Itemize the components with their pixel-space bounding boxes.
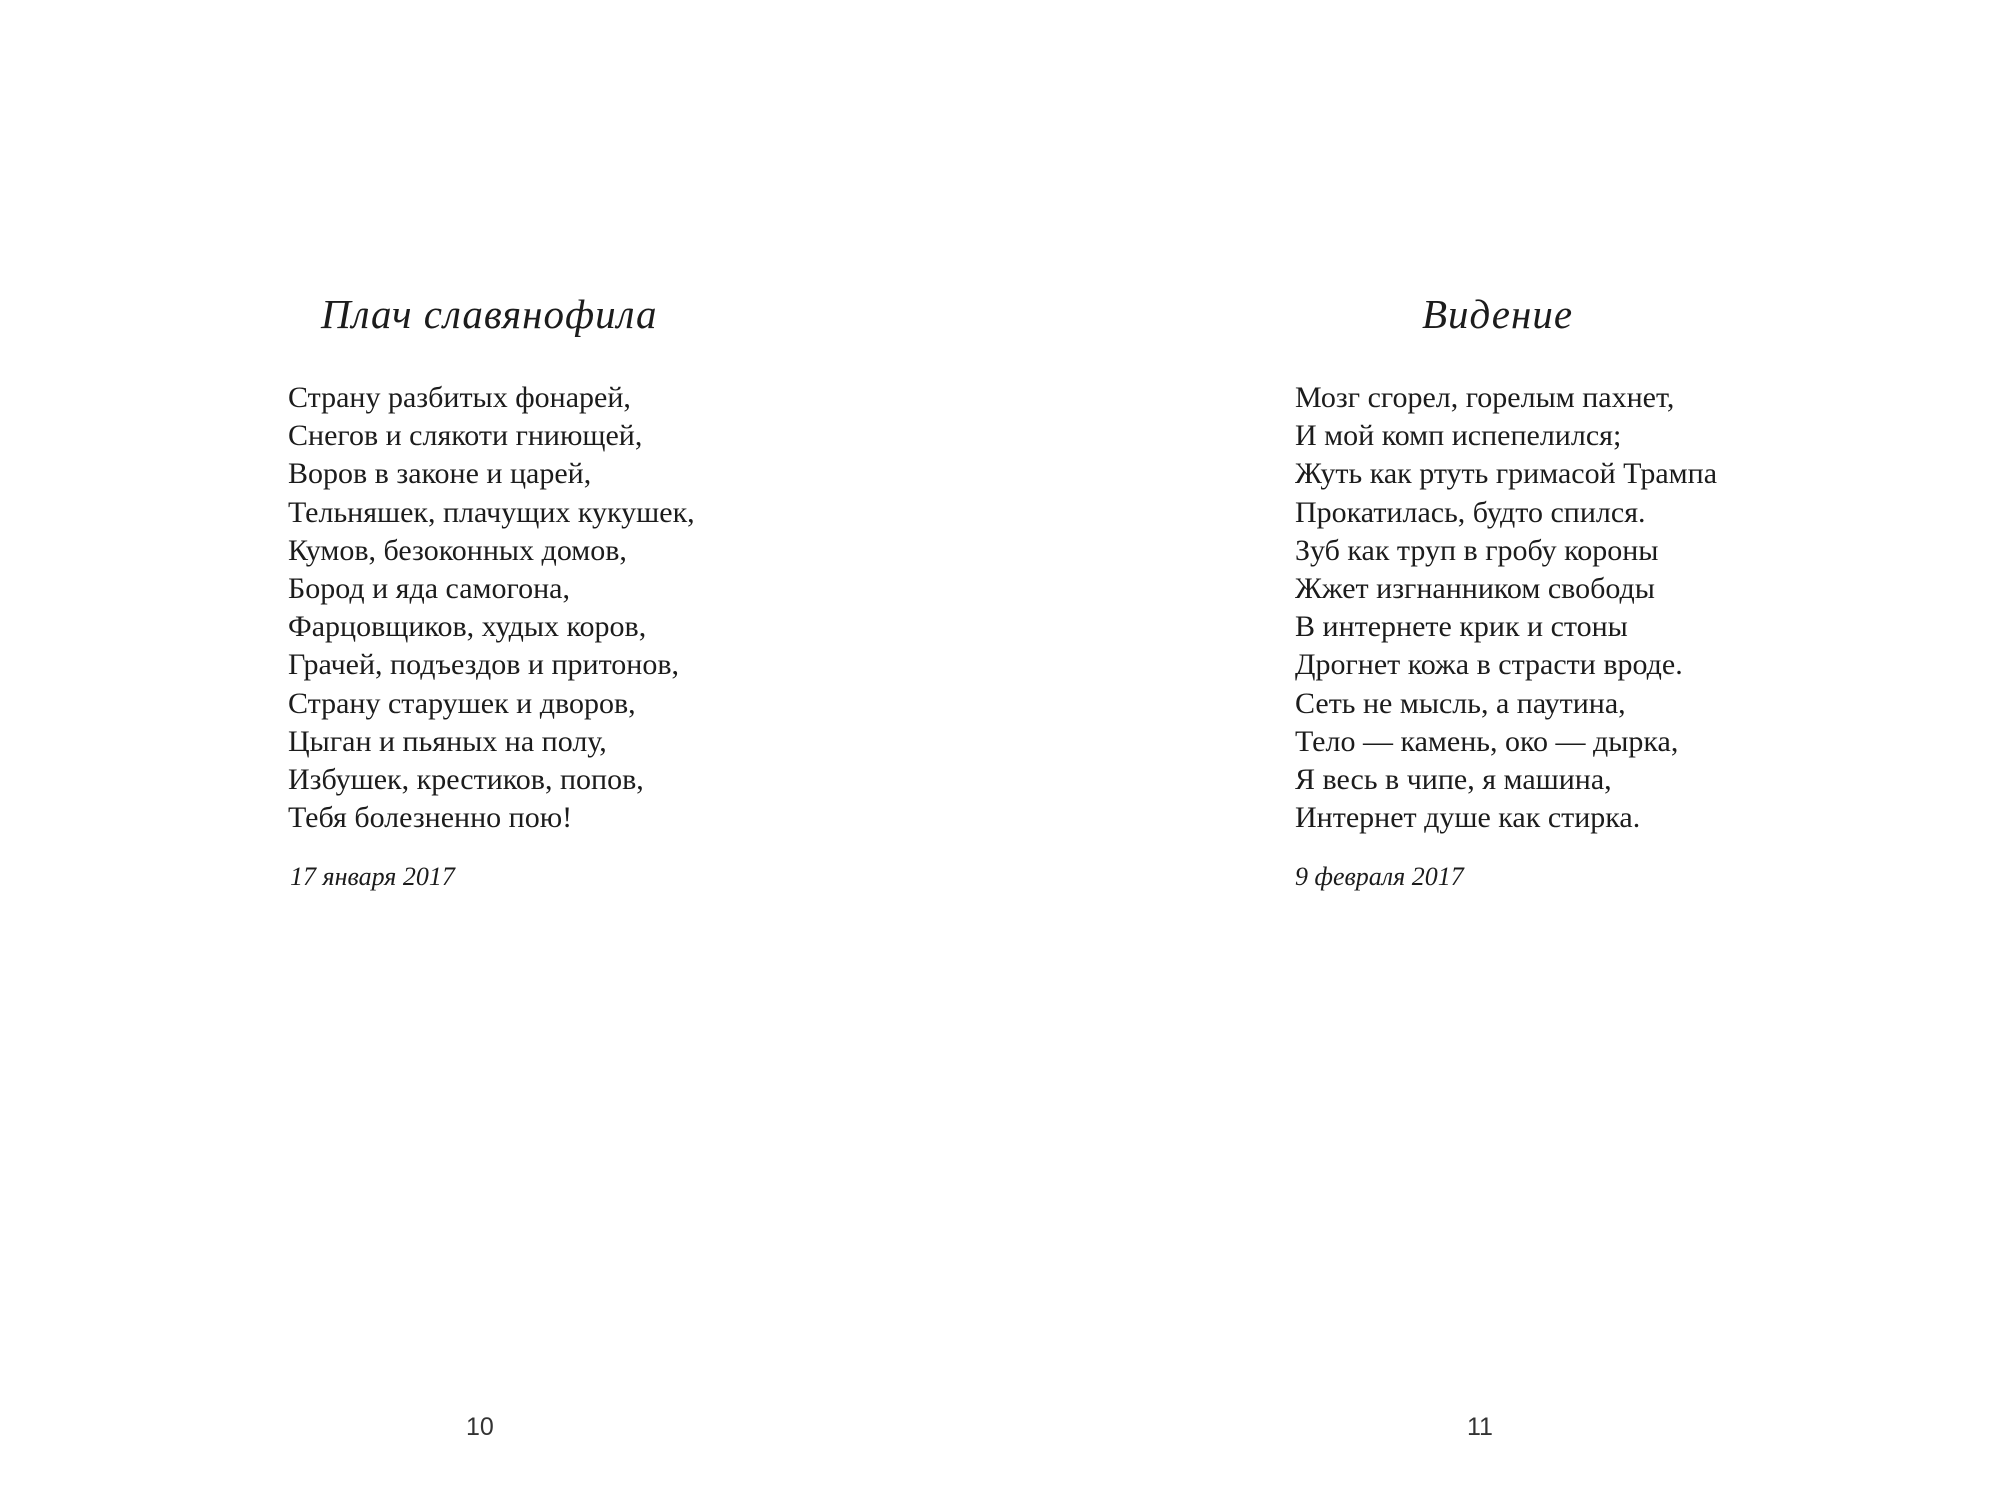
poem-line: И мой комп испепелился; [1295, 419, 1622, 453]
poem-line: Бород и яда самогона, [288, 572, 570, 606]
right-page [1000, 0, 2000, 1495]
poem-line: Страну старушек и дворов, [288, 686, 636, 720]
poem-line: Цыган и пьяных на полу, [288, 724, 607, 758]
poem-line: Кумов, безоконных домов, [288, 533, 627, 567]
poem-line: Страну разбитых фонарей, [288, 381, 631, 414]
page-number: 10 [466, 1413, 494, 1441]
poem-body [288, 379, 695, 837]
page-number: 11 [1467, 1413, 1493, 1441]
poem-line: Грачей, подъездов и притонов, [288, 648, 680, 682]
poem-line: Зуб как труп в гробу короны [1295, 533, 1659, 567]
poem-line: Воров в законе и царей, [288, 457, 592, 491]
poem-line: Прокатилась, будто спился. [1295, 495, 1646, 529]
poem-line: Снегов и слякоти гниющей, [288, 419, 643, 453]
poem-line: Жуть как ртуть гримасой Трампа [1295, 457, 1718, 491]
poem-line: Дрогнет кожа в страсти вроде. [1295, 648, 1683, 682]
poem-line: Я весь в чипе, я машина, [1295, 763, 1612, 797]
poem-line: Тебя болезненно пою! [288, 801, 573, 835]
poem-line: Мозг сгорел, горелым пахнет, [1295, 381, 1675, 414]
poem-line: Жжет изгнанником свободы [1295, 572, 1655, 606]
poem-line: Тело — камень, око — дырка, [1295, 724, 1679, 758]
poem-body [1295, 379, 1717, 837]
poem-title: Видение [1422, 291, 1574, 337]
poem-line: Фарцовщиков, худых коров, [288, 610, 647, 644]
poem-line: Интернет душе как стирка. [1295, 801, 1641, 835]
poem-line: Тельняшек, плачущих кукушек, [288, 495, 695, 529]
poem-date: 9 февраля 2017 [1295, 862, 1464, 891]
poem-date: 17 января 2017 [290, 862, 455, 891]
poem-line: Избушек, крестиков, попов, [288, 763, 644, 797]
poem-line: В интернете крик и стоны [1295, 610, 1628, 644]
poem-line: Сеть не мысль, а паутина, [1295, 686, 1626, 720]
poem-title: Плач славянофила [321, 291, 658, 337]
